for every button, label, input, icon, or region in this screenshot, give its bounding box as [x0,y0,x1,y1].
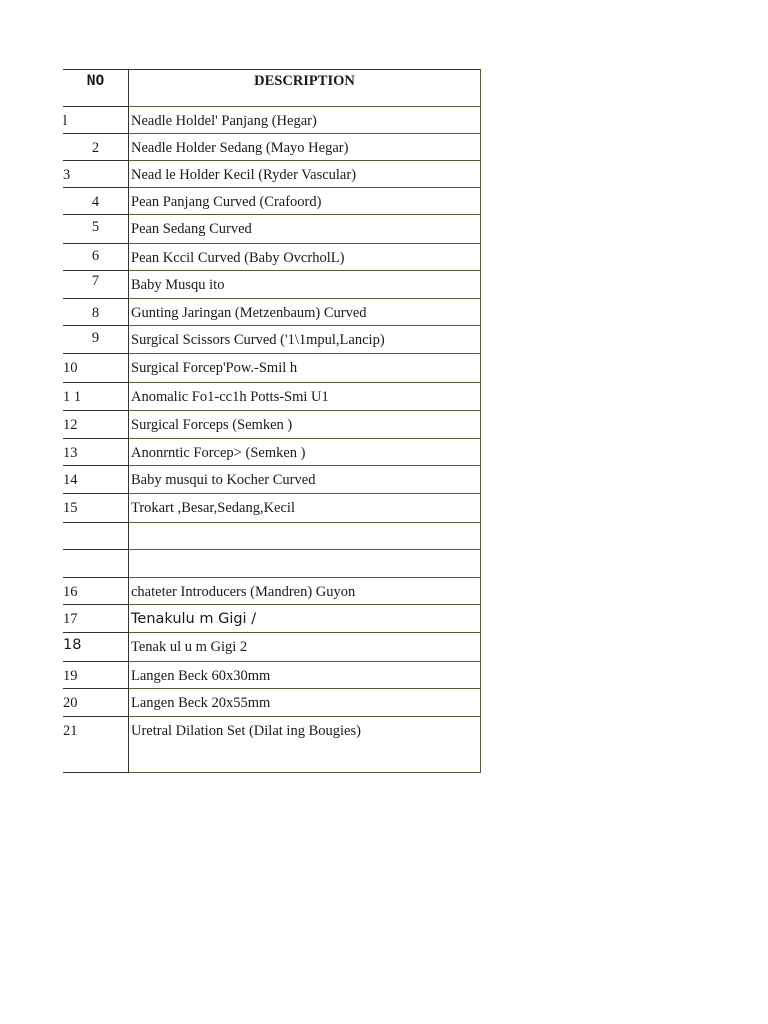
row-number: 1 1 [63,383,129,411]
row-number: 15 [63,494,129,523]
row-number: 9 [63,326,129,354]
table-row [63,271,481,299]
row-number: 3 [63,161,129,188]
table-row [63,689,481,717]
table-row-empty [63,550,481,578]
table-row [63,326,481,354]
header-description: DESCRIPTION [129,70,481,107]
table-row [63,466,481,494]
row-description: Neadle Holder Sedang (Mayo Hegar) [129,134,481,161]
table-row [63,215,481,244]
row-description: Surgical Forceps (Semken ) [129,411,481,439]
row-description: Tenak ul u m Gigi 2 [129,633,481,662]
table-row [63,633,481,662]
row-number [63,550,129,578]
row-number: 4 [63,188,129,215]
row-number: 16 [63,578,129,605]
row-number: 14 [63,466,129,494]
table-row [63,161,481,188]
row-description: Langen Beck 60x30mm [129,662,481,689]
row-number: 5 [63,215,129,244]
row-description: Baby Musqu ito [129,271,481,299]
row-number: 17 [63,605,129,633]
row-number: 7 [63,271,129,299]
row-description: Surgical Scissors Curved ('1\1mpul,Lancip) [129,326,481,354]
row-description: Baby musqui to Kocher Curved [129,466,481,494]
table-row [63,717,481,773]
row-number: l [63,107,129,134]
row-description: Pean Panjang Curved (Crafoord) [129,188,481,215]
table-row [63,188,481,215]
row-description [129,550,481,578]
row-number [63,523,129,550]
row-description: Neadle Holdel' Panjang (Hegar) [129,107,481,134]
row-number: 6 [63,244,129,271]
row-description: Nead le Holder Kecil (Ryder Vascular) [129,161,481,188]
row-number: 13 [63,439,129,466]
row-number: 19 [63,662,129,689]
instrument-table [63,69,481,773]
row-number: 2 [63,134,129,161]
header-no: NO [63,70,129,107]
table-row [63,578,481,605]
row-description: Surgical Forcep'Pow.-Smil h [129,354,481,383]
table-row [63,299,481,326]
table-row-empty [63,523,481,550]
table-row [63,662,481,689]
row-number: 12 [63,411,129,439]
table-header-row [63,70,481,107]
row-description: Tenakulu m Gigi / [129,605,481,633]
row-description: Trokart ,Besar,Sedang,Kecil [129,494,481,523]
table-row [63,134,481,161]
row-description: Langen Beck 20x55mm [129,689,481,717]
table-row [63,411,481,439]
row-number: 18 [63,633,129,662]
row-description: Pean Sedang Curved [129,215,481,244]
row-number: 20 [63,689,129,717]
row-description: Anomalic Fo1-cc1h Potts-Smi U1 [129,383,481,411]
row-number: 10 [63,354,129,383]
table-row [63,439,481,466]
table-row [63,605,481,633]
row-number: 21 [63,717,129,773]
row-number: 8 [63,299,129,326]
table-row [63,244,481,271]
row-description: chateter Introducers (Mandren) Guyon [129,578,481,605]
row-description: Uretral Dilation Set (Dilat ing Bougies) [129,717,481,773]
table-row [63,354,481,383]
row-description: Pean Kccil Curved (Baby OvcrholL) [129,244,481,271]
row-description: Anonrntic Forcep> (Semken ) [129,439,481,466]
table-row [63,107,481,134]
row-description [129,523,481,550]
row-description: Gunting Jaringan (Metzenbaum) Curved [129,299,481,326]
table-row [63,494,481,523]
table-row [63,383,481,411]
